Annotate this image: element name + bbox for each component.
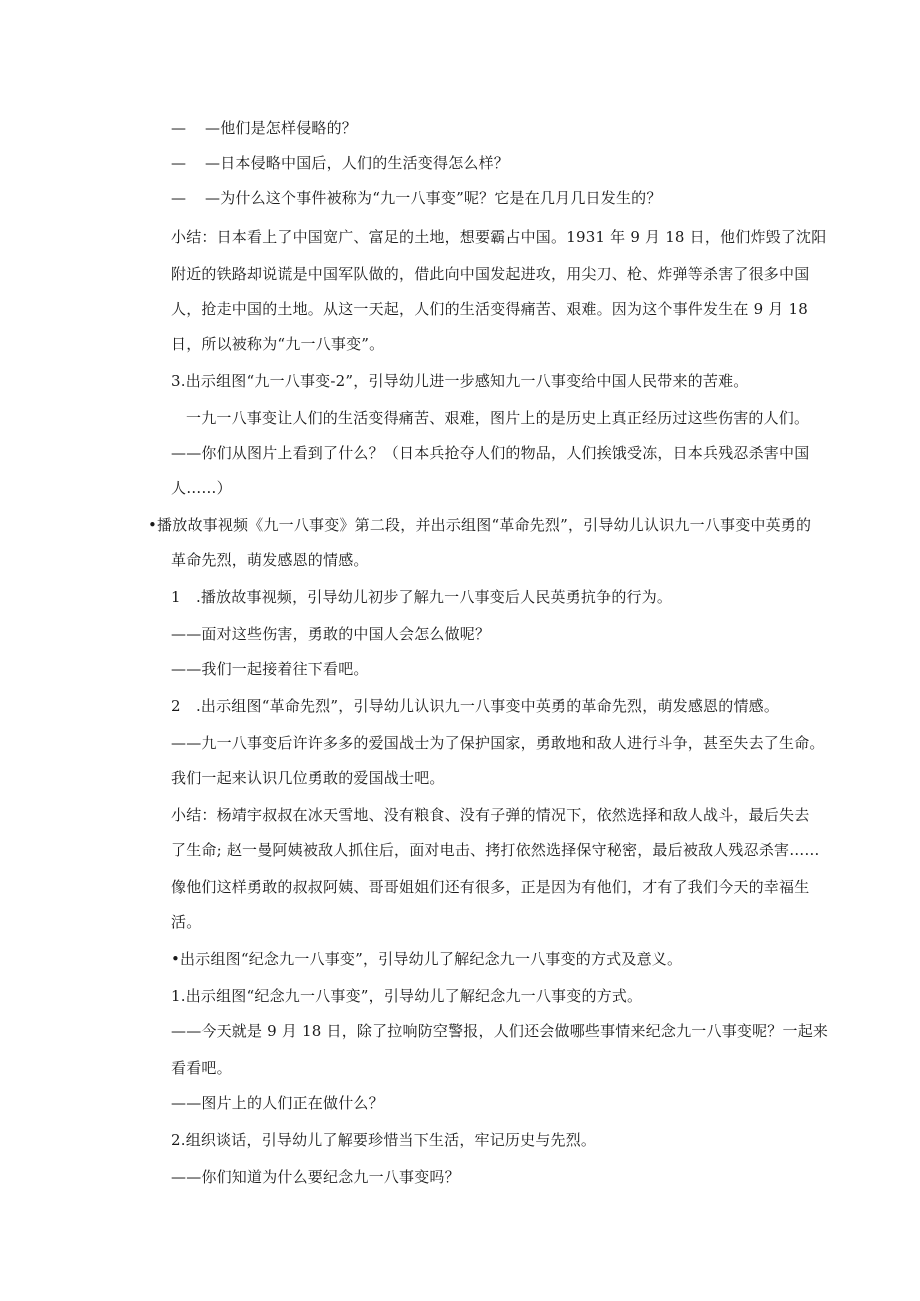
question-text: —日本侵略中国后，人们的生活变得怎么样？ <box>205 154 510 172</box>
paragraph-line: ——图片上的人们正在做什么？ <box>171 1094 384 1112</box>
paragraph-line: ——九一八事变后许许多多的爱国战士为了保护国家，勇敢地和敌人进行斗争，甚至失去了生命。 <box>171 734 825 752</box>
paragraph-line: 我们一起来认识几位勇敢的爱国战士吧。 <box>171 769 445 787</box>
summary-paragraph-line: 人，抢走中国的土地。从这一天起，人们的生活变得痛苦、艰难。因为这个事件发生在 9 月 18 <box>171 300 808 318</box>
dash-marker: — <box>171 189 187 207</box>
section-heading: •出示组图“纪念九一八事变”，引导幼儿了解纪念九一八事变的方式及意义。 <box>171 950 683 968</box>
summary-paragraph-line: 日，所以被称为“九一八事变”。 <box>171 335 385 353</box>
dash-marker: — <box>171 154 187 172</box>
question-line <box>171 188 662 208</box>
summary-paragraph-line: 活。 <box>171 913 202 931</box>
dash-marker: — <box>171 119 187 137</box>
summary-paragraph-line: 了生命; 赵一曼阿姨被敌人抓住后，面对电击、拷打依然选择保守秘密，最后被敌人残忍杀害…… <box>171 841 820 859</box>
step-heading: 2.组织谈话，引导幼儿了解要珍惜当下生活，牢记历史与先烈。 <box>171 1131 597 1149</box>
paragraph-line: 看看吧。 <box>171 1059 232 1077</box>
paragraph-line: 一九一八事变让人们的生活变得痛苦、艰难，图片上的是历史上真正经历过这些伤害的人们。 <box>186 409 810 427</box>
paragraph-line: ——面对这些伤害，勇敢的中国人会怎么做呢？ <box>171 625 491 643</box>
summary-paragraph-line: 像他们这样勇敢的叔叔阿姨、哥哥姐姐们还有很多，正是因为有他们，才有了我们今天的幸福生 <box>171 878 810 896</box>
step-heading: 1 .播放故事视频，引导幼儿初步了解九一八事变后人民英勇抗争的行为。 <box>171 588 673 606</box>
question-line <box>171 153 509 173</box>
question-text: —他们是怎样侵略的？ <box>205 119 358 137</box>
summary-paragraph-line: 附近的铁路却说谎是中国军队做的，借此向中国发起进攻，用尖刀、枪、炸弹等杀害了很多中国 <box>171 265 810 283</box>
paragraph-line: ——今天就是 9 月 18 日，除了拉响防空警报，人们还会做哪些事情来纪念九一八事变呢？一起来 <box>171 1022 829 1040</box>
paragraph-line: 人……） <box>171 479 232 497</box>
section-heading: •播放故事视频《九一八事变》第二段，并出示组图“革命先烈”，引导幼儿认识九一八事变中英勇的 <box>148 516 812 534</box>
step-heading: 2 .出示组图“革命先烈”，引导幼儿认识九一八事变中英勇的革命先烈，萌发感恩的情感。 <box>171 697 780 715</box>
paragraph-line: ——你们从图片上看到了什么？（日本兵抢夺人们的物品，人们挨饿受冻，日本兵残忍杀害中国 <box>171 444 810 462</box>
paragraph-line: ——我们一起接着往下看吧。 <box>171 660 369 678</box>
question-text: —为什么这个事件被称为“九一八事变”呢？它是在几月几日发生的？ <box>205 189 662 207</box>
summary-paragraph-line: 小结：杨靖宇叔叔在冰天雪地、没有粮食、没有子弹的情况下，依然选择和敌人战斗，最后失去 <box>171 806 810 824</box>
section-heading-continued: 革命先烈，萌发感恩的情感。 <box>171 551 369 569</box>
question-line <box>171 118 357 138</box>
summary-paragraph-line: 小结：日本看上了中国宽广、富足的土地，想要霸占中国。1931 年 9 月 18 日，他们炸毁了沈阳 <box>171 228 827 246</box>
step-heading: 3.出示组图“九一八事变-2”，引导幼儿进一步感知九一八事变给中国人民带来的苦难。 <box>171 372 749 390</box>
step-heading: 1.出示组图“纪念九一八事变”，引导幼儿了解纪念九一八事变的方式。 <box>171 987 643 1005</box>
paragraph-line: ——你们知道为什么要纪念九一八事变吗？ <box>171 1168 460 1186</box>
